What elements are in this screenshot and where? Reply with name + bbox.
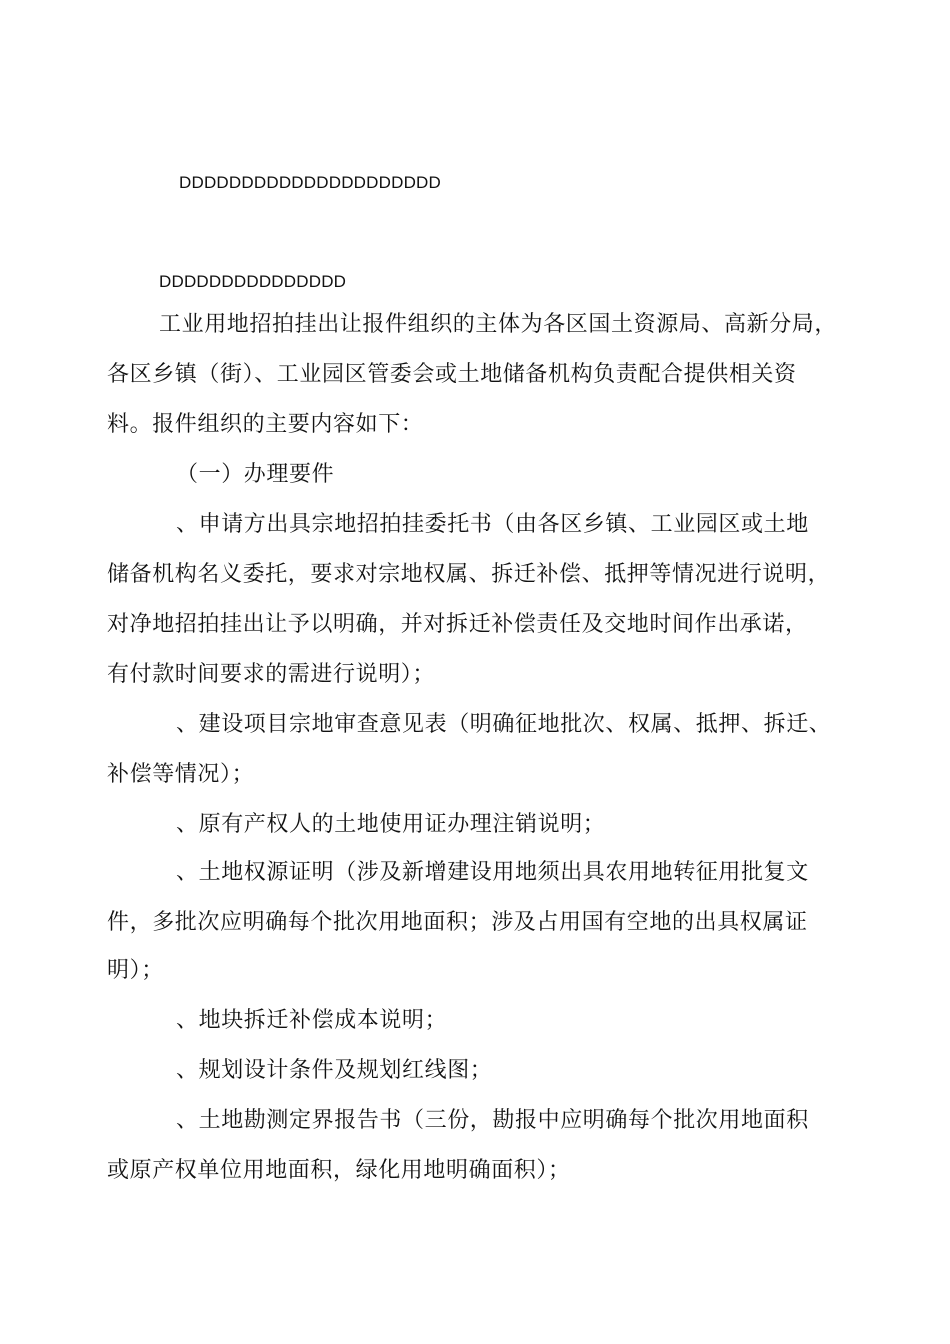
list-item-1-line-2: 储备机构名义委托，要求对宗地权属、拆迁补偿、抵押等情况进行说明， [107,562,831,587]
intro-paragraph-line-3: 料。报件组织的主要内容如下： [107,412,424,437]
list-item-4-line-3: 明）； [107,958,164,983]
list-item-1-line-4: 有付款时间要求的需进行说明）； [107,662,436,687]
list-item-2-line-2: 补偿等情况）； [107,762,255,787]
document-title-placeholder: DDDDDDDDDDDDDDDDDDDDD [179,173,442,192]
list-item-5-line-1: 、地块拆迁补偿成本说明； [176,1008,448,1033]
list-item-1-line-3: 对净地招拍挂出让予以明确，并对拆迁补偿责任及交地时间作出承诺， [107,612,808,637]
list-item-4-line-2: 件，多批次应明确每个批次用地面积；涉及占用国有空地的出具权属证 [107,910,808,935]
list-item-3-line-1: 、原有产权人的土地使用证办理注销说明； [176,812,606,837]
list-item-7-line-1: 、土地勘测定界报告书（三份，勘报中应明确每个批次用地面积 [176,1108,809,1133]
list-item-2-line-1: 、建设项目宗地审查意见表（明确征地批次、权属、抵押、拆迁、 [176,712,832,737]
list-item-4-line-1: 、土地权源证明（涉及新增建设用地须出具农用地转征用批复文 [176,860,809,885]
section-heading: （一）办理要件 [176,462,335,487]
list-item-1-line-1: 、申请方出具宗地招拍挂委托书（由各区乡镇、工业园区或土地 [176,512,809,537]
section-title-placeholder: DDDDDDDDDDDDDDD [159,272,347,291]
intro-paragraph-line-2: 各区乡镇（街）、工业园区管委会或土地储备机构负责配合提供相关资 [107,362,797,387]
list-item-7-line-2: 或原产权单位用地面积，绿化用地明确面积）； [107,1158,571,1183]
list-item-6-line-1: 、规划设计条件及规划红线图； [176,1058,493,1083]
intro-paragraph-line-1: 工业用地招拍挂出让报件组织的主体为各区国土资源局、高新分局， [159,312,838,337]
